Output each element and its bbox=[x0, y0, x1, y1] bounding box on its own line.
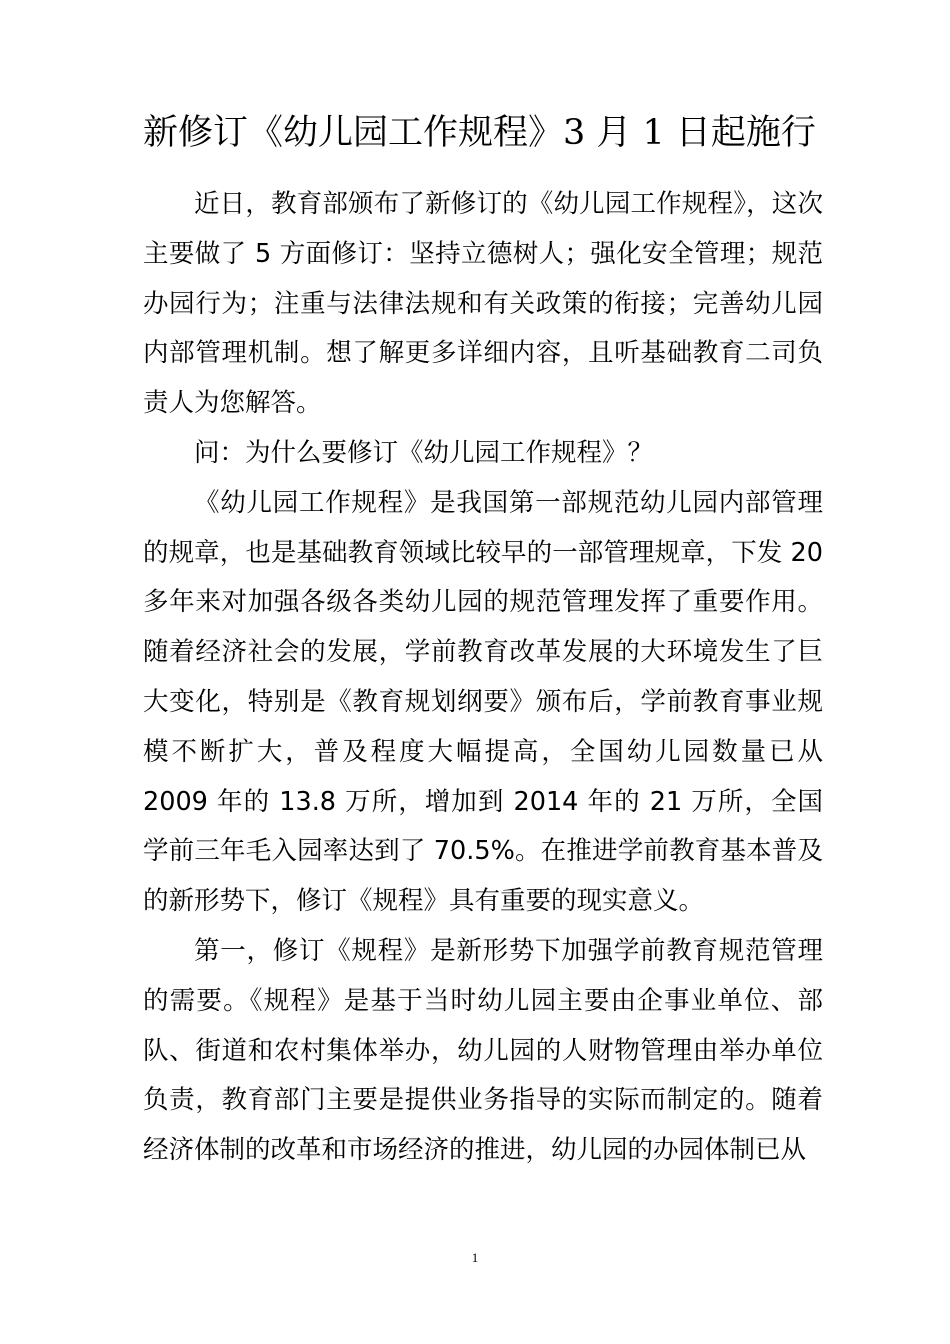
document-title: 新修订《幼儿园工作规程》3 月 1 日起施行 bbox=[143, 113, 816, 153]
paragraph-question: 问：为什么要修订《幼儿园工作规程》？ bbox=[194, 437, 654, 468]
paragraph-first-point: 第一，修订《规程》是新形势下加强学前教育规范管理的需要。《规程》是基于当时幼儿园主要由企事业单位、部队、街道和农村集体举办，幼儿园的人财物管理由举办单位负责，教育部门主要是提供业务指导的实际而制定的。随着经济体制的改革和市场经济的推进，幼儿园的办园体制已从 bbox=[143, 935, 823, 1166]
paragraph-intro: 近日，教育部颁布了新修订的《幼儿园工作规程》，这次主要做了 5 方面修订：坚持立德树人；强化安全管理；规范办园行为；注重与法律法规和有关政策的衔接；完善幼儿园内部管理机制。想了解更多详细内容，且听基础教育二司负责人为您解答。 bbox=[143, 189, 823, 419]
page-number: 1 bbox=[471, 1250, 479, 1265]
paragraph-answer: 《幼儿园工作规程》是我国第一部规范幼儿园内部管理的规章，也是基础教育领域比较早的一部管理规章，下发 20 多年来对加强各级各类幼儿园的规范管理发挥了重要作用。随着经济社会的发展，学前教育改革发展的大环境发生了巨大变化，特别是《教育规划纲要》颁布后，学前教育事业规模不断扩大，普及程度大幅提高，全国幼儿园数量已从 2009 年的 13.8 万所，增加到 2014 年的 21 万所，全国学前三年毛入园率达到了 70.5%。在推进学前教育基本普及的新形势下，修订《规程》具有重要的现实意义。 bbox=[143, 487, 823, 917]
document-body bbox=[143, 180, 823, 1176]
